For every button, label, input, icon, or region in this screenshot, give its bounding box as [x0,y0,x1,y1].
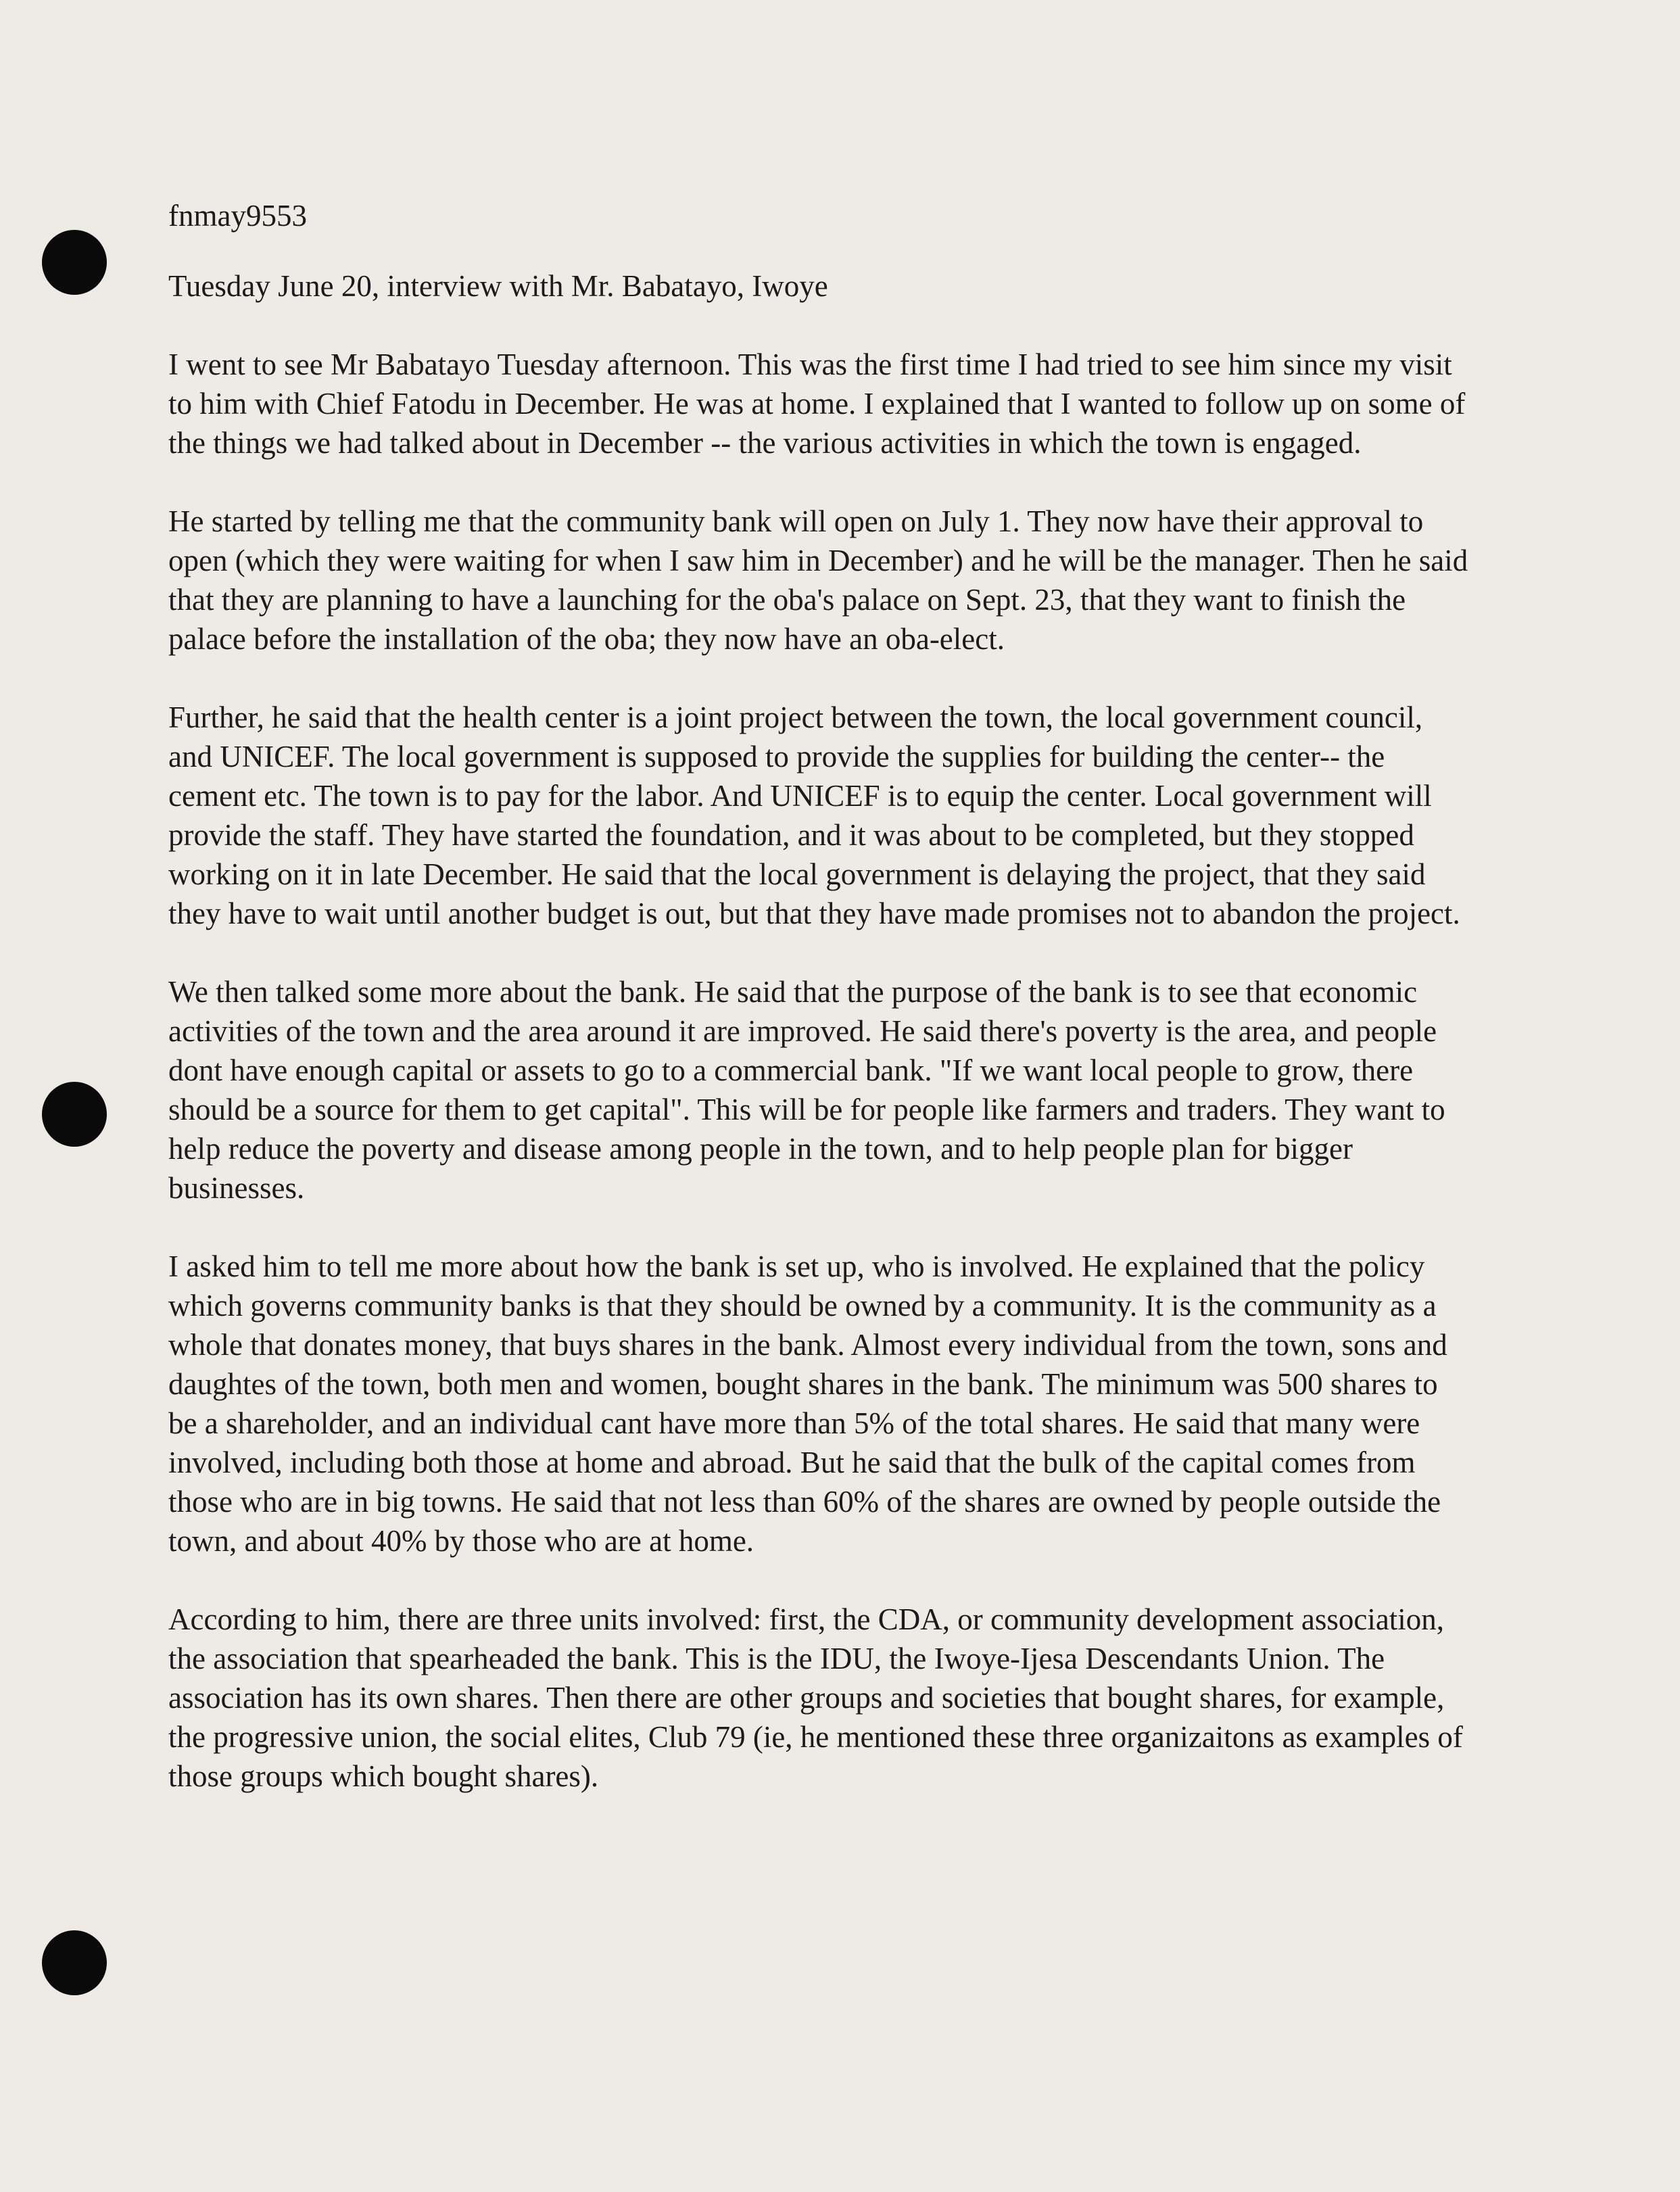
document-body [168,196,1473,1835]
paragraph-1: I went to see Mr Babatayo Tuesday afternoon. This was the first time I had tried to see him since my visit to him with Chief Fatodu in December. He was at home. I explained that I wanted to follow up on some of the things we had talked about in December -- the various activities in which the town is engaged. [168,348,1466,460]
punch-hole-middle [42,1082,107,1147]
document-heading: Tuesday June 20, interview with Mr. Babatayo, Iwoye [168,269,828,303]
paragraph-4: We then talked some more about the bank. He said that the purpose of the bank is to see that economic activities of the town and the area around it are improved. He said there's poverty is the area, and people dont have enough capital or assets to go to a commercial bank. "If we want local people to grow, there should be a source for them to get capital". This will be for people like farmers and traders. They want to help reduce the poverty and disease among people in the town, and to help people plan for bigger businesses. [168,975,1445,1205]
paragraph-2: He started by telling me that the community bank will open on July 1. They now have their approval to open (which they were waiting for when I saw him in December) and he will be the manager. Then he said that they are planning to have a launching for the oba's palace on Sept. 23, that they want to finish the palace before the installation of the oba; they now have an oba-elect. [168,504,1468,656]
paragraph-5: I asked him to tell me more about how the bank is set up, who is involved. He explained that the policy which governs community banks is that they should be owned by a community. It is the community as a whole that donates money, that buys shares in the bank. Almost every individual from the town, sons and daughtes of the town, both men and women, bought shares in the bank. The minimum was 500 shares to be a shareholder, and an individual cant have more than 5% of the total shares. He said that many were involved, including both those at home and abroad. But he said that the bulk of the capital comes from those who are in big towns. He said that not less than 60% of the shares are owned by people outside the town, and about 40% by those who are at home. [168,1249,1447,1558]
paragraph-6: According to him, there are three units involved: first, the CDA, or community development association, the association that spearheaded the bank. This is the IDU, the Iwoye-Ijesa Descendants Union. The association has its own shares. Then there are other groups and societies that bought shares, for example, the progressive union, the social elites, Club 79 (ie, he mentioned these three organizaitons as examples of those groups which bought shares). [168,1602,1463,1793]
punch-hole-top [42,230,107,295]
paragraph-3: Further, he said that the health center is a joint project between the town, the local government council, and UNICEF. The local government is supposed to provide the supplies for building the center-- the cement etc. The town is to pay for the labor. And UNICEF is to equip the center. Local government will provide the staff. They have started the foundation, and it was about to be completed, but they stopped working on it in late December. He said that the local government is delaying the project, that they said they have to wait until another budget is out, but that they have made promises not to abandon the project. [168,700,1460,930]
punch-hole-bottom [42,1930,107,1995]
document-id: fnmay9553 [168,199,307,233]
